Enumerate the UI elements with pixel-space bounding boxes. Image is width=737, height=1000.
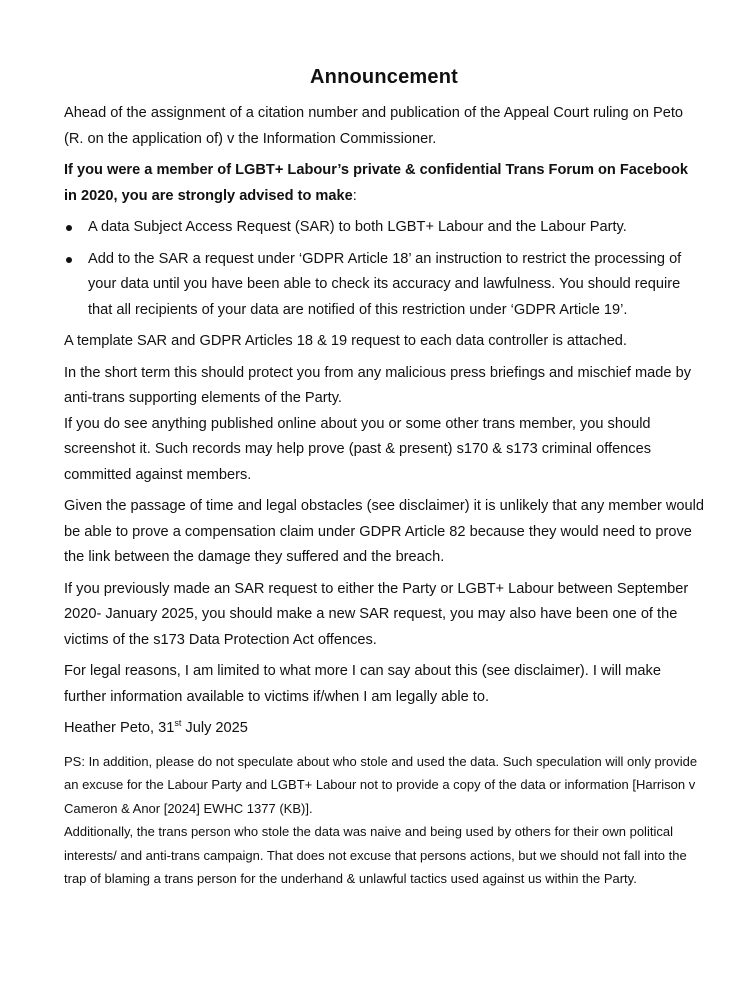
signature-ordinal: st [174,718,182,729]
advice-heading-bold: If you were a member of LGBT+ Labour’s private & confidential Trans Forum on Facebook in 2020, you are strongly advised to make [64,162,688,204]
bullet-icon [66,225,72,231]
signature-name-date: Heather Peto, 31 [64,720,175,736]
list-item [64,215,704,241]
legal-reasons-paragraph: For legal reasons, I am limited to what more I can say about this (see disclaimer). I will make further information available to victims if/when I am legally able to. [64,663,661,705]
advice-list [64,215,704,323]
previous-sar-paragraph: If you previously made an SAR request to either the Party or LGBT+ Labour between September 2020- January 2025, you should make a new SAR request, you may also have been one of the victims of the s173 Data Protection Act offences. [64,580,689,648]
signature [64,716,704,742]
list-item-text: A data Subject Access Request (SAR) to both LGBT+ Labour and the Labour Party. [88,219,627,235]
signature-month-year: July 2025 [181,720,248,736]
page-title: Announcement [310,66,458,88]
short-term-paragraph: In the short term this should protect you from any malicious press briefings and mischief made by anti-trans supporting elements of the Party. [64,364,692,406]
template-note: A template SAR and GDPR Articles 18 & 19 request to each data controller is attached. [64,333,627,349]
screenshot-advice-paragraph: If you do see anything published online about you or some other trans member, you should screenshot it. Such records may help prove (past & present) s170 & s173 criminal offences committed against members. [64,415,652,483]
announcement-document [64,66,704,891]
ps-paragraph-1: PS: In addition, please do not speculate about who stole and used the data. Such speculation will only provide an excuse for the Labour Party and LGBT+ Labour not to provide a copy of the data or information [Harrison v Cameron & Anor [2024] EWHC 1377 (KB)]. [64,753,698,816]
ps-paragraph-2: Additionally, the trans person who stole the data was naive and being used by others for their own political interests/ and anti-trans campaign. That does not excuse that persons actions, but we should not fall into the trap of blaming a trans person for the underhand & unlawful tactics used against us within the Party. [64,824,687,886]
advice-heading [64,158,704,209]
intro-paragraph: Ahead of the assignment of a citation number and publication of the Appeal Court ruling on Peto (R. on the application of) v the Information Commissioner. [64,105,684,147]
compensation-paragraph: Given the passage of time and legal obstacles (see disclaimer) it is unlikely that any member would be able to prove a compensation claim under GDPR Article 82 because they would need to prove the link between the damage they suffered and the breach. [64,498,705,565]
list-item-text: Add to the SAR a request under ‘GDPR Article 18’ an instruction to restrict the processing of your data until you have been able to check its accuracy and lawfulness. You should require that all recipients of your data are notified of this restriction under ‘GDPR Article 19’. [88,250,682,318]
bullet-icon [66,257,72,263]
list-item [64,247,704,324]
advice-heading-colon: : [352,187,357,204]
postscript [64,750,704,891]
